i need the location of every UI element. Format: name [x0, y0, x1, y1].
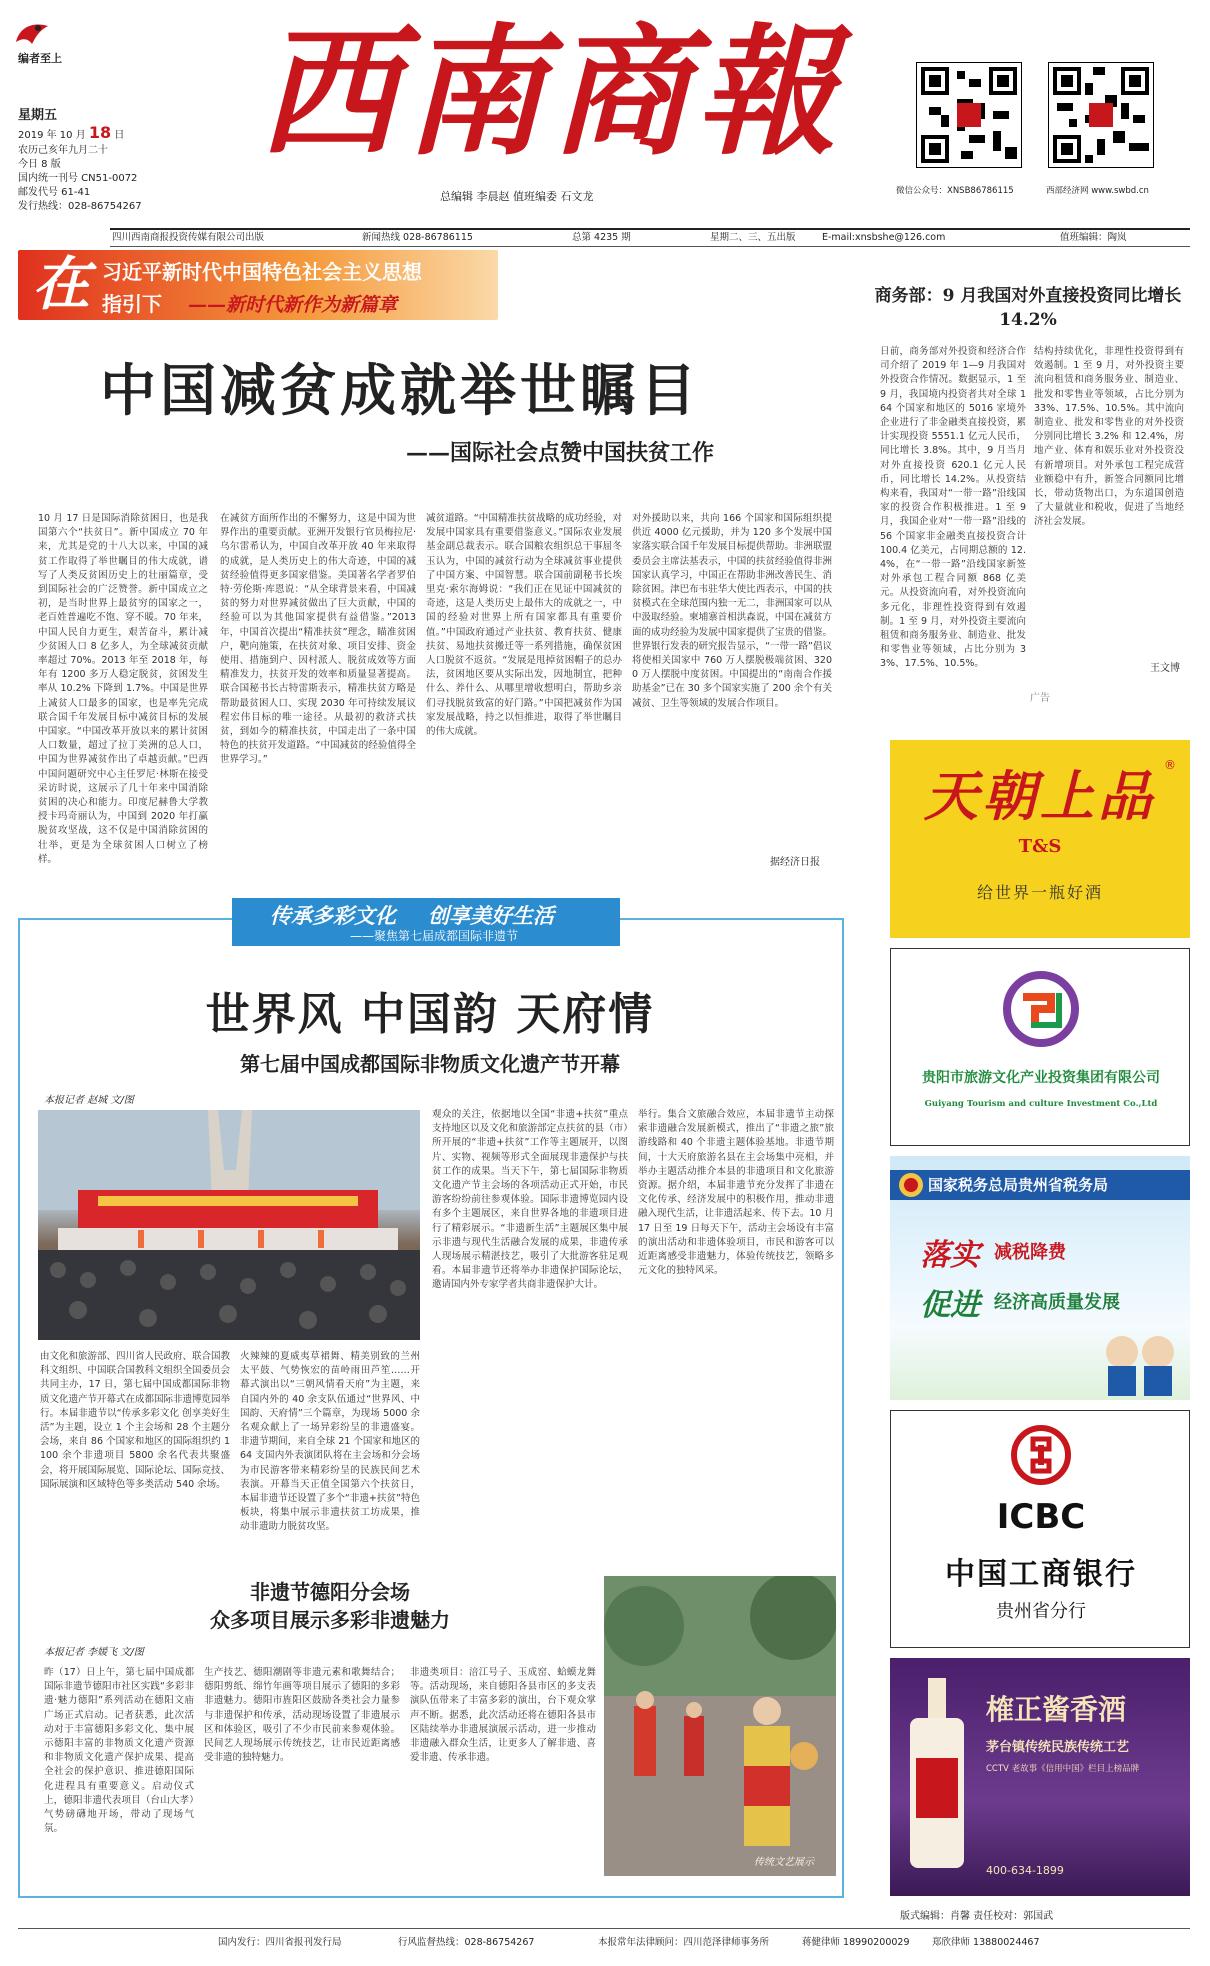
sub-article-col-1: 昨（17）日上午，第七届中国成都国际非遗节德阳市社区实践“多彩非遗·魅力德阳”系列活动在德阳文庙广场正式启动。记者获悉，此次活动对于丰富德阳多彩文化、集中展示德阳丰富的非物质文化遗产资源和非物质文化遗产保护成果、提高全社会的保护意识、推进德阳国际化进程具有重要意义。启动仪式上，德阳非遗代表项目（台山大孝）气势磅礴地开场，带动了现场气氛。	[44, 1667, 194, 1835]
headline-title: 中国减贫成就举世瞩目	[100, 359, 700, 424]
ad-tianchao[interactable]	[890, 740, 1190, 938]
footer-lawyer-2: 郑欣律师 13880024467	[932, 1937, 1040, 1948]
lunar-date: 农历己亥年九月二十	[18, 145, 108, 156]
feature-photo	[38, 1110, 420, 1340]
feature-tag	[232, 898, 620, 946]
ad-tax-bureau[interactable]	[890, 1156, 1190, 1400]
chief-editors: 总编辑 李晨赵 值班编委 石文龙	[440, 190, 594, 203]
sub-article-title-1: 非遗节德阳分会场	[250, 1580, 410, 1604]
website-qr-code-icon	[1048, 62, 1154, 168]
guiyang-company-name: 贵阳市旅游文化产业投资集团有限公司	[922, 1070, 1160, 1086]
footer	[18, 1934, 1190, 1952]
infobar	[110, 231, 1190, 245]
website-qr-caption: 西部经济网 www.swbd.cn	[1046, 186, 1149, 196]
tax-line-2a: 促进	[920, 1288, 980, 1323]
sub-article-col-3: 非遗类项目：涪江号子、玉成窑、蛤蟆龙舞等。活动现场，来自德阳各县市区的多支表演队伍带来了丰富多彩的演出，台下观众掌声不断。据悉，此次活动还将在德阳各县市区陆续举办非遗展演展示活动，进一步推动非遗融入群众生活，让更多人了解非遗、喜爱非遗、传承非遗。	[410, 1667, 596, 1764]
ad-label: 广告	[1030, 693, 1050, 704]
ad-icbc[interactable]	[890, 1410, 1190, 1648]
slogan-banner	[18, 250, 498, 320]
date-day: 18	[88, 123, 112, 142]
headline-source: 据经济日报	[770, 857, 820, 868]
contact-email: E-mail:xnsbshe@126.com	[822, 232, 946, 243]
feature-tag-b: 创享美好生活	[428, 904, 554, 928]
feature-mid-col: 火辣辣的夏威夷草裙舞、精美别致的兰州太平鼓、气势恢宏的苗岭雨田芦笙……开幕式演出以“三朝风情看天府”为主题，来自国内外的 40 余支队伍通过“世界风、中国韵、天府情”三个篇章，为现场 5000 余名观众献上了一场异彩纷呈的非遗盛宴。非遗节期间，来自全球 21 个国家和地区的 64 支国内外表演团队将在主会场和分会场为市民游客带来精彩纷呈的民族民间艺术表演。开幕当天正值全国第六个扶贫日，本届非遗节还设置了多个“非遗+扶贫”特色板块，将集中展示非遗扶贫工坊成果，推动非遗助力脱贫攻坚。	[240, 1351, 420, 1533]
duty-editor: 值班编辑：陶岚	[1060, 232, 1127, 243]
tax-emblem-icon	[898, 1172, 924, 1198]
feature-title: 世界风 中国韵 天府情	[205, 989, 655, 1040]
sub-article-col-2: 生产技艺、德阳潮剧等非遗元素和歌舞结合；德阳剪纸、绵竹年画等项目展示了德阳的多彩非遗魅力。德阳市旌阳区鼓励各类社会力量参与非遗保护和传承，活动现场设置了非遗展示区和体验区，吸引了不少市民前来参观体验。民间艺人现场展示传统技艺，让市民近距离感受非遗的独特魅力。	[204, 1667, 400, 1764]
opening-ceremony-illustration	[38, 1110, 420, 1340]
liquor-bottle-icon	[902, 1678, 972, 1878]
tax-mascot-icon	[1100, 1326, 1180, 1396]
wechat-qr-caption: 微信公众号：XNSB86786115	[896, 186, 1014, 196]
tax-line-1b: 减税降费	[994, 1242, 1066, 1263]
footer-distribution: 国内发行：四川省报刊发行局	[218, 1937, 342, 1948]
liquor-name: 榷正酱香酒	[986, 1693, 1127, 1726]
issue-date: 2019 年 10 月 18 日	[18, 123, 125, 142]
tianchao-slogan: 给世界一瓶好酒	[976, 883, 1103, 902]
newspaper-title: 西南商報	[257, 11, 842, 175]
page-editors: 版式编辑：肖馨 责任校对：郭国武	[900, 1911, 1054, 1922]
masthead	[0, 0, 1210, 230]
footer-license: 行风监督热线：028-86754267	[398, 1937, 535, 1948]
liquor-subline: CCTV 老故事《信用中国》栏目上榜品牌	[986, 1764, 1140, 1774]
weekday: 星期五	[18, 108, 58, 123]
sub-article-byline: 本报记者 李媛飞 文/图	[44, 1647, 144, 1658]
side-news-title: 商务部：9 月我国对外直接投资同比增长 14.2%	[874, 286, 1182, 330]
banner-line-2a: 指引下	[102, 292, 162, 316]
issue-number: 总第 4235 期	[572, 232, 631, 243]
side-news-col-1: 日前，商务部对外投资和经济合作司介绍了 2019 年 1—9 月我国对外投资合作情况。数据显示，1 至 9 月，我国境内投资者共对全球 164 个国家和地区的 5016 家境外企业进行了非金融类直接投资，累计实现投资 5551.1 亿元人民币，同比增长 3.8%。其中，9 月当月对外直接投资 620.1 亿元人民币，同比增长 14.2%。从投资结构来看，我国对“一带一路”沿线国家的投资合作积极推进。1 至 9 月，我国企业对“一带一路”沿线的 56 个国家非金融类直接投资合计 100.4 亿美元，占同期总额的 12.4%，在“一带一路”沿线国家新签对外承包工程合同额 868 亿美元。从投资流向看，对外投资流向多元化，非理性投资得到有效遏制。1 至 9 月，对外投资主要流向租赁和商务服务业、制造业、批发和零售业等领域，占比分别为 33%、17.5%、10.5%。	[880, 346, 1026, 670]
liquor-tagline: 茅台镇传统民族传统工艺	[986, 1740, 1130, 1755]
ad-guiyang-tourism[interactable]	[890, 948, 1190, 1146]
tax-line-2b: 经济高质量发展	[994, 1292, 1120, 1313]
footer-rule	[18, 1928, 1190, 1929]
publishing-schedule: 星期二、三、五出版	[710, 232, 796, 243]
infobar-top-rule	[110, 228, 1190, 230]
feature-byline: 本报记者 赵城 文/图	[44, 1095, 134, 1106]
tianchao-registered: ®	[1164, 758, 1176, 772]
feature-col-3: 观众的关注，依据地以全国“非遗+扶贫”重点支持地区以及文化和旅游部定点扶贫的县（市）所开展的“非遗+扶贫”工作等主题展开，以图片、实物、视频等形式全面展现非遗保护与扶贫工作的成果。当天下午，第七届国际非物质文化遗产节主会场的各项活动正式开始，市民游客纷纷前往参观体验。国际非遗博览园内设有多个主题展区，来自世界各地的非遗项目进行了精彩展示。“非遗新生活”主题展区集中展示非遗与现代生活融合发展的成果，非遗传承人现场展示精湛技艺，吸引了大批游客驻足观看。本届非遗节还将举办非遗保护国际论坛，邀请国内外专家学者共商非遗保护大计。	[432, 1109, 628, 1291]
ad-liquor[interactable]	[890, 1658, 1190, 1896]
side-news-col-2: 结构持续优化，非理性投资得到有效遏制。1 至 9 月，对外投资主要流向租赁和商务服务业、制造业、批发和零售业等领域，占比分别为 33%、17.5%、10.5%。其中流向制造业、批发和零售业的对外投资分别同比增长 3.2% 和 12.4%，房地产业、体育和娱乐业对外投资没有新增项目。对外承包工程完成营业额稳中有升，新签合同额同比增长，带动货物出口，为东道国创造了大量就业和税收，促进了当地经济社会发展。	[1034, 346, 1184, 528]
icbc-cn-name: 中国工商银行	[945, 1557, 1137, 1592]
footer-lawyer-1: 蒋健律师 18990200029	[802, 1937, 910, 1948]
banner-line-1: 习近平新时代中国特色社会主义思想	[102, 260, 422, 284]
sub-article-photo	[604, 1576, 836, 1876]
tax-line-1a: 落实	[920, 1238, 980, 1273]
postal-code: 邮发代号 61-41	[18, 187, 91, 198]
sub-photo-caption: 传统文艺展示	[754, 1857, 814, 1868]
tianchao-title: 天朝上品	[924, 764, 1156, 828]
guiyang-english-name: Guiyang Tourism and culture Investment Co.,Ltd	[924, 1099, 1158, 1109]
banner-big-char: 在	[32, 250, 91, 318]
page-count: 今日 8 版	[18, 159, 61, 170]
cn-number: 国内统一刊号 CN51-0072	[18, 173, 138, 184]
feature-tag-a: 传承多彩文化	[270, 904, 396, 928]
newspaper-emblem-icon	[14, 20, 50, 46]
headline-col-1: 10 月 17 日是国际消除贫困日，也是我国第六个“扶贫日”。新中国成立 70 年来，尤其是党的十八大以来，中国的减贫工作取得了举世瞩目的伟大成就，谱写了人类反贫困历史上的壮丽篇章，受到国际社会的广泛赞誉。新中国成立之初，是当时世界上最贫穷的国家之一，老百姓普遍吃不饱、穿不暖。70 年来，中国人民自力更生，艰苦奋斗，累计减少贫困人口 8 亿多人，为全球减贫贡献率超过 70%。2013 年至 2018 年，每年有 1200 多万人稳定脱贫，贫困发生率从 10.2% 下降到 1.7%。中国是世界上减贫人口最多的国家，也是率先完成联合国千年发展目标中减贫目标的发展中国家。“中国改革开放以来的累计贫困人口数量，超过了拉丁美洲的总人口，中国为世界减贫作出了卓越贡献。”巴西中国问题研究中心主任罗尼·林斯在接受采访时说，这展示了几十年来中国消除贫困的决心和能力。印度尼赫鲁大学教授卡玛奇丽认为，中国到 2020 年打赢脱贫攻坚战，这不仅是中国消除贫困的壮举，更是为全球贫困人口树立了榜样。	[38, 513, 208, 865]
liquor-hotline: 400-634-1899	[986, 1864, 1064, 1877]
feature-col-4: 举行。集合文旅融合效应，本届非遗节主动探索非遗融合发展新模式，推出了“非遗之旅”旅游线路和 40 个非遗主题体验基地。非遗节期间，十大天府旅游名县在主会场集中亮相，并举办主题活动推介本县的非遗项目和文化旅游资源。据介绍，本届非遗节充分发挥了非遗在文化传承、经济发展中的积极作用，推动非遗融入现代生活，让非遗活起来、传下去。10 月 17 日至 19 日每天下午，活动主会场设有丰富的演出活动和非遗体验项目，市民和游客可以近距离感受非遗魅力，体验传统技艺，领略多元文化的独特风采。	[638, 1109, 834, 1277]
sub-article-title-2: 众多项目展示多彩非遗魅力	[210, 1608, 450, 1632]
headline-col-2: 在减贫方面所作出的不懈努力，这是中国为世界作出的重要贡献。亚洲开发银行官员梅拉尼·乌尔雷希认为，中国自改革开放 40 年来取得的成就，是人类历史上的伟大奇迹，中国的减贫经验值得更多国家借鉴。美国著名学者罗伯特·劳伦斯·库恩说：“从全球背景来看，中国减贫的努力对世界减贫做出了巨大贡献，中国的经验可以为其他国家提供有益借鉴。”2013 年，中国首次提出“精准扶贫”理念，瞄准贫困户，靶向施策，在扶贫对象、项目安排、资金使用、措施到户、因村派人、脱贫成效等方面精准发力，扶贫开发的效率和质量显著提高。联合国秘书长古特雷斯表示，精准扶贫方略是帮助最贫困人口、实现 2030 年可持续发展议程宏伟目标的唯一途径。从最初的救济式扶贫，到如今的精准扶贫，中国走出了一条中国特色的扶贫开发道路。“中国减贫的经验值得全世界学习。”	[220, 513, 416, 766]
publisher: 四川西南商报投资传媒有限公司出版	[112, 232, 265, 243]
side-news-author: 王文博	[1150, 663, 1180, 674]
motto: 编者至上	[18, 52, 62, 65]
banner-line-2b: ——新时代新作为新篇章	[188, 294, 398, 316]
news-hotline: 新闻热线 028-86786115	[362, 232, 473, 243]
headline-col-3: 减贫道路。“中国精准扶贫战略的成功经验，对发展中国家具有重要借鉴意义。”国际农业发展基金副总裁表示。联合国粮农组织总干事屈冬玉认为，中国的减贫行动为全球减贫事业提供了中国方案、中国智慧。联合国前副秘书长埃里克·索尔海姆说：“我们正在见证中国减贫的奇迹，这是人类历史上最伟大的成就之一，中国的经验对世界上所有国家都具有重要价值。”中国政府通过产业扶贫、教育扶贫、健康扶贫、易地扶贫搬迁等一系列措施，确保贫困人口脱贫不返贫。“发展是甩掉贫困帽子的总办法，贫困地区要从实际出发，因地制宜，把种什么、养什么、从哪里增收想明白，帮助乡亲们寻找脱贫致富的好门路。”中国把减贫作为国家发展战略，持之以恒推进，取得了举世瞩目的伟大成就。	[426, 513, 622, 738]
distribution-hotline: 发行热线：028-86754267	[18, 201, 142, 212]
headline-subtitle: ——国际社会点赞中国扶贫工作	[406, 440, 715, 466]
feature-subtitle: 第七届中国成都国际非物质文化遗产节开幕	[240, 1052, 620, 1076]
wechat-qr-code-icon	[916, 62, 1022, 168]
tax-bureau-name: 国家税务总局贵州省税务局	[928, 1176, 1109, 1194]
icbc-en-name: ICBC	[996, 1497, 1086, 1537]
performers-illustration	[604, 1576, 836, 1876]
icbc-logo-icon	[1011, 1425, 1071, 1485]
infobar-bottom-rule	[110, 246, 1190, 247]
feature-tag-sub: ——聚焦第七届成都国际非遗节	[350, 929, 519, 943]
headline-col-4: 对外援助以来，共向 166 个国家和国际组织提供近 4000 亿元援助，并为 120 多个发展中国家落实联合国千年发展目标提供帮助。非洲联盟委员会主席法基表示，中国的扶贫经验值得非洲国家认真学习，中国正在帮助非洲改善民生、消除贫困。津巴布韦驻华大使比西表示，中国的扶贫模式在全球范围内独一无二，非洲国家可以从中汲取经验。柬埔寨首相洪森说，中国在减贫方面的成功经验为发展中国家提供了宝贵的借鉴。世界银行发表的研究报告显示，“一带一路”倡议将使相关国家中 760 万人摆脱极端贫困、3200 万人摆脱中度贫困。中国提出的“南南合作援助基金”已在 30 多个国家实施了 200 余个有关减贫、卫生等领域的发展合作项目。	[632, 513, 832, 709]
icbc-branch: 贵州省分行	[996, 1601, 1086, 1622]
footer-legal: 本报常年法律顾问：四川范泽律师事务所	[598, 1937, 770, 1948]
tianchao-brand: T&S	[1018, 836, 1062, 857]
guiyang-logo-icon	[1001, 969, 1081, 1049]
feature-left-col: 由文化和旅游部、四川省人民政府、联合国教科文组织、中国联合国教科文组织全国委员会共同主办，17 日，第七届中国成都国际非物质文化遗产节开幕式在成都国际非遗博览园举行。本届非遗节以“传承多彩文化 创享美好生活”为主题，设立 1 个主会场和 28 个主题分会场，来自 86 个国家和地区的国际组织约 1100 余个非遗项目 5800 余名代表共聚盛会，将开展国际展览、国际论坛、国际竞技、国际展演和区域特色等多类活动 540 余场。	[40, 1351, 230, 1490]
